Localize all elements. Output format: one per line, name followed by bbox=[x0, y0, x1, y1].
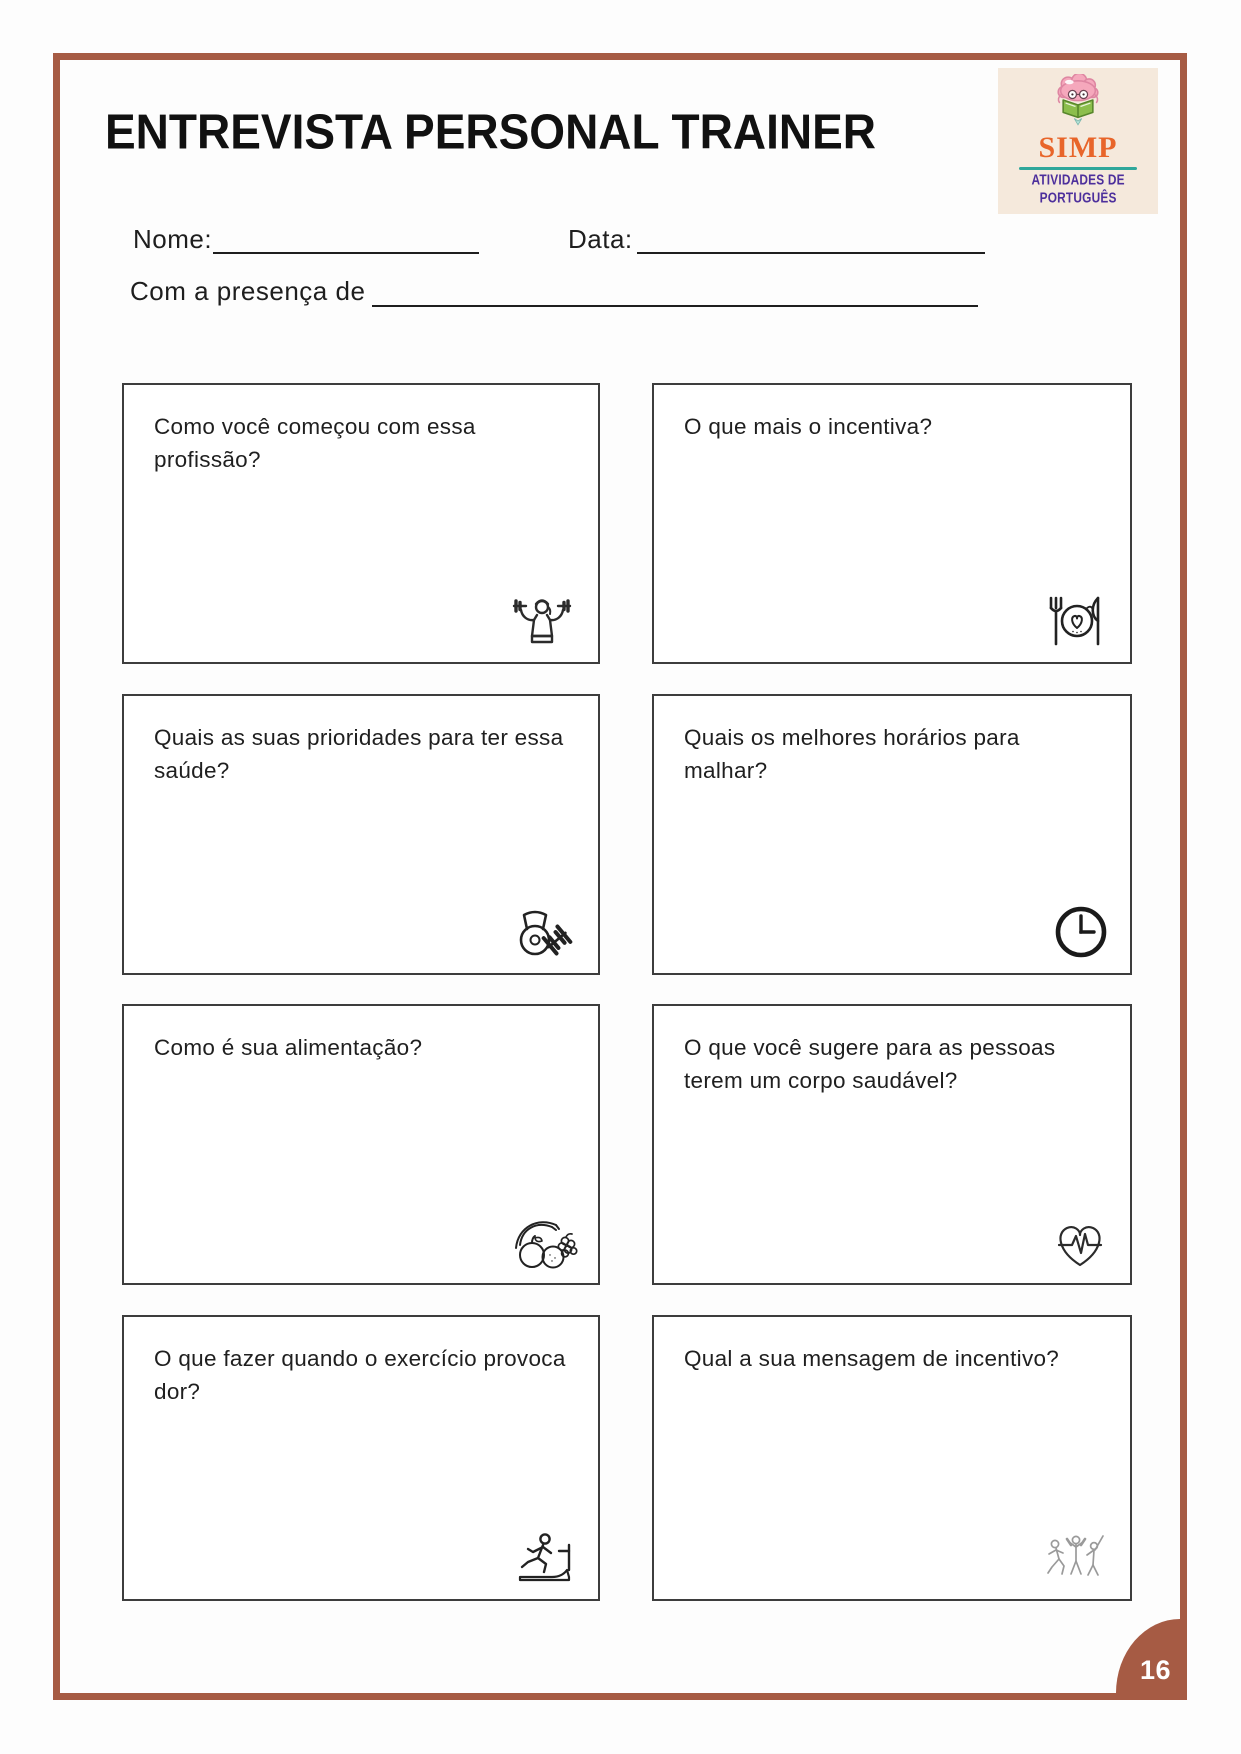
question-box-1 bbox=[122, 383, 600, 664]
healthy-meal-icon bbox=[1040, 592, 1110, 650]
question-box-4 bbox=[652, 694, 1132, 975]
question-box-7 bbox=[122, 1315, 600, 1601]
name-field-line bbox=[213, 252, 479, 254]
page-number: 16 bbox=[1139, 1655, 1171, 1685]
date-field-line bbox=[637, 252, 985, 254]
brain-reading-book-icon bbox=[1047, 74, 1109, 131]
brand-subtitle bbox=[1031, 172, 1124, 208]
page-title: ENTREVISTA PERSONAL TRAINER bbox=[105, 104, 876, 160]
question-box-2 bbox=[652, 383, 1132, 664]
question-box-5 bbox=[122, 1004, 600, 1285]
question-text: Quais os melhores horários para malhar? bbox=[684, 725, 1020, 783]
brand-logo bbox=[998, 68, 1158, 214]
question-box-3 bbox=[122, 694, 600, 975]
clock-icon bbox=[1052, 903, 1110, 961]
question-text: O que fazer quando o exercício provoca dor? bbox=[154, 1346, 566, 1404]
fruits-icon bbox=[508, 1215, 578, 1271]
kettlebell-dumbbell-icon bbox=[510, 903, 578, 961]
question-text: Como você começou com essa profissão? bbox=[154, 414, 476, 472]
question-box-8 bbox=[652, 1315, 1132, 1601]
brand-subtitle-line2: PORTUGUÊS bbox=[1039, 189, 1117, 206]
question-text: Quais as suas prioridades para ter essa saúde? bbox=[154, 725, 564, 783]
brand-underline bbox=[1019, 167, 1137, 170]
question-text: O que você sugere para as pessoas terem um corpo saudável? bbox=[684, 1035, 1056, 1093]
brand-subtitle-line1: ATIVIDADES DE bbox=[1031, 171, 1125, 188]
question-text: Como é sua alimentação? bbox=[154, 1035, 423, 1060]
question-text: Qual a sua mensagem de incentivo? bbox=[684, 1346, 1060, 1371]
presence-label: Com a presença de bbox=[130, 276, 366, 306]
name-label: Nome: bbox=[133, 224, 213, 254]
question-text: O que mais o incentiva? bbox=[684, 414, 933, 439]
presence-field-line bbox=[372, 305, 978, 307]
heart-pulse-icon bbox=[1050, 1219, 1110, 1271]
woman-dumbbells-icon bbox=[506, 594, 578, 650]
group-exercise-icon bbox=[1042, 1529, 1110, 1587]
question-box-6 bbox=[652, 1004, 1132, 1285]
brand-name: SIMP bbox=[1038, 131, 1118, 164]
treadmill-runner-icon bbox=[512, 1531, 578, 1587]
date-label: Data: bbox=[568, 224, 633, 254]
